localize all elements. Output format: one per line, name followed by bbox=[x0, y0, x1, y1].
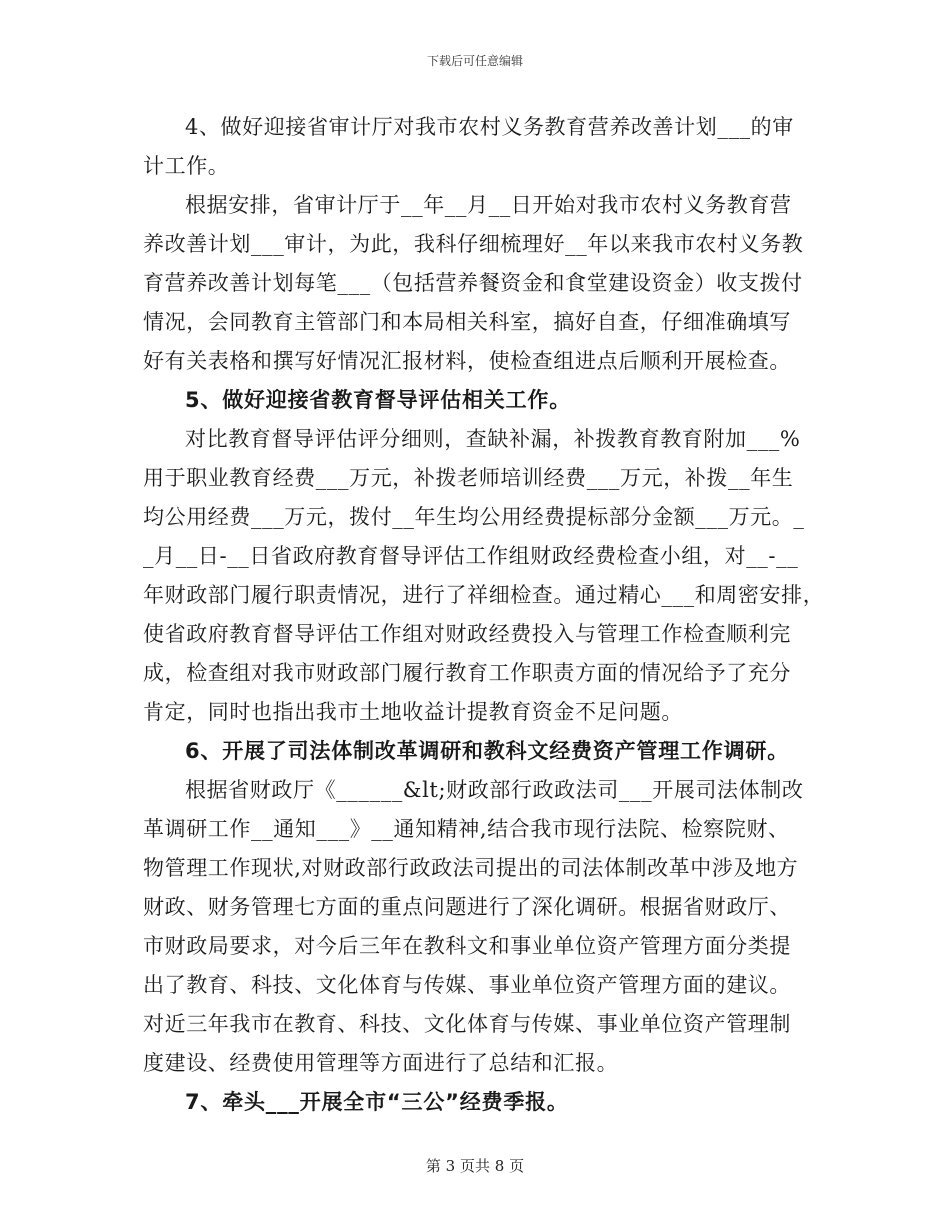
paragraph-line: 对比教育督导评估评分细则，查缺补漏，补拨教育教育附加___% bbox=[185, 427, 801, 451]
section-heading-line: 5、做好迎接省教育督导评估相关工作。 bbox=[185, 388, 572, 412]
paragraph-line: 革调研工作__通知___》__通知精神,结合我市现行法院、检察院财、 bbox=[143, 817, 790, 841]
section-heading-line: 6、开展了司法体制改革调研和教科文经费资产管理工作调研。 bbox=[185, 739, 790, 763]
paragraph-line: 育营养改善计划每笔___（包括营养餐资金和食堂建设资金）收支拨付 bbox=[143, 271, 803, 295]
paragraph-line: 市财政局要求，对今后三年在教科文和事业单位资产管理方面分类提 bbox=[143, 934, 791, 958]
page-header: 下载后可任意编辑 bbox=[426, 54, 523, 68]
paragraph-line: 对近三年我市在教育、科技、文化体育与传媒、事业单位资产管理制 bbox=[143, 1012, 791, 1036]
paragraph-line: 使省政府教育督导评估工作组对财政经费投入与管理工作检查顺利完 bbox=[143, 622, 791, 646]
paragraph-line: 好有关表格和撰写好情况汇报材料，使检查组进点后顺利开展检查。 bbox=[143, 349, 791, 373]
page-footer: 第 3 页共 8 页 bbox=[425, 1157, 525, 1175]
paragraph-line: 根据安排，省审计厅于__年__月__日开始对我市农村义务教育营 bbox=[185, 193, 792, 217]
paragraph-line: 根据省财政厅《______&lt;财政部行政政法司___开展司法体制改 bbox=[185, 778, 804, 802]
section-heading-line: 7、牵头___开展全市“三公”经费季报。 bbox=[185, 1090, 569, 1114]
paragraph-line: 情况，会同教育主管部门和本局相关科室，搞好自查，仔细准确填写 bbox=[143, 310, 791, 334]
paragraph-line: 财政、财务管理七方面的重点问题进行了深化调研。根据省财政厅、 bbox=[143, 895, 791, 919]
paragraph-line: 均公用经费___万元，拨付__年生均公用经费提标部分金额___万元。_ bbox=[143, 505, 805, 529]
document-body bbox=[143, 108, 825, 1122]
paragraph-line: 度建设、经费使用管理等方面进行了总结和汇报。 bbox=[143, 1051, 619, 1075]
paragraph-line: 4、做好迎接省审计厅对我市农村义务教育营养改善计划___的审 bbox=[185, 115, 794, 139]
paragraph-line: 用于职业教育经费___万元，补拨老师培训经费___万元，补拨__年生 bbox=[143, 466, 794, 490]
paragraph-line: 出了教育、科技、文化体育与传媒、事业单位资产管理方面的建议。 bbox=[143, 973, 791, 997]
paragraph-line: 成，检查组对我市财政部门履行教育工作职责方面的情况给予了充分 bbox=[143, 661, 791, 685]
paragraph-line: 计工作。 bbox=[143, 154, 230, 178]
paragraph-line: 养改善计划___审计，为此，我科仔细梳理好__年以来我市农村义务教 bbox=[143, 232, 804, 256]
paragraph-line: 肯定，同时也指出我市土地收益计提教育资金不足问题。 bbox=[143, 700, 683, 724]
paragraph-line: _月__日-__日省政府教育督导评估工作组财政经费检查小组，对__-__ bbox=[143, 544, 799, 568]
paragraph-line: 物管理工作现状,对财政部行政政法司提出的司法体制改革中涉及地方 bbox=[143, 856, 799, 880]
paragraph-line: 年财政部门履行职责情况，进行了祥细检查。通过精心___和周密安排， bbox=[143, 583, 825, 607]
